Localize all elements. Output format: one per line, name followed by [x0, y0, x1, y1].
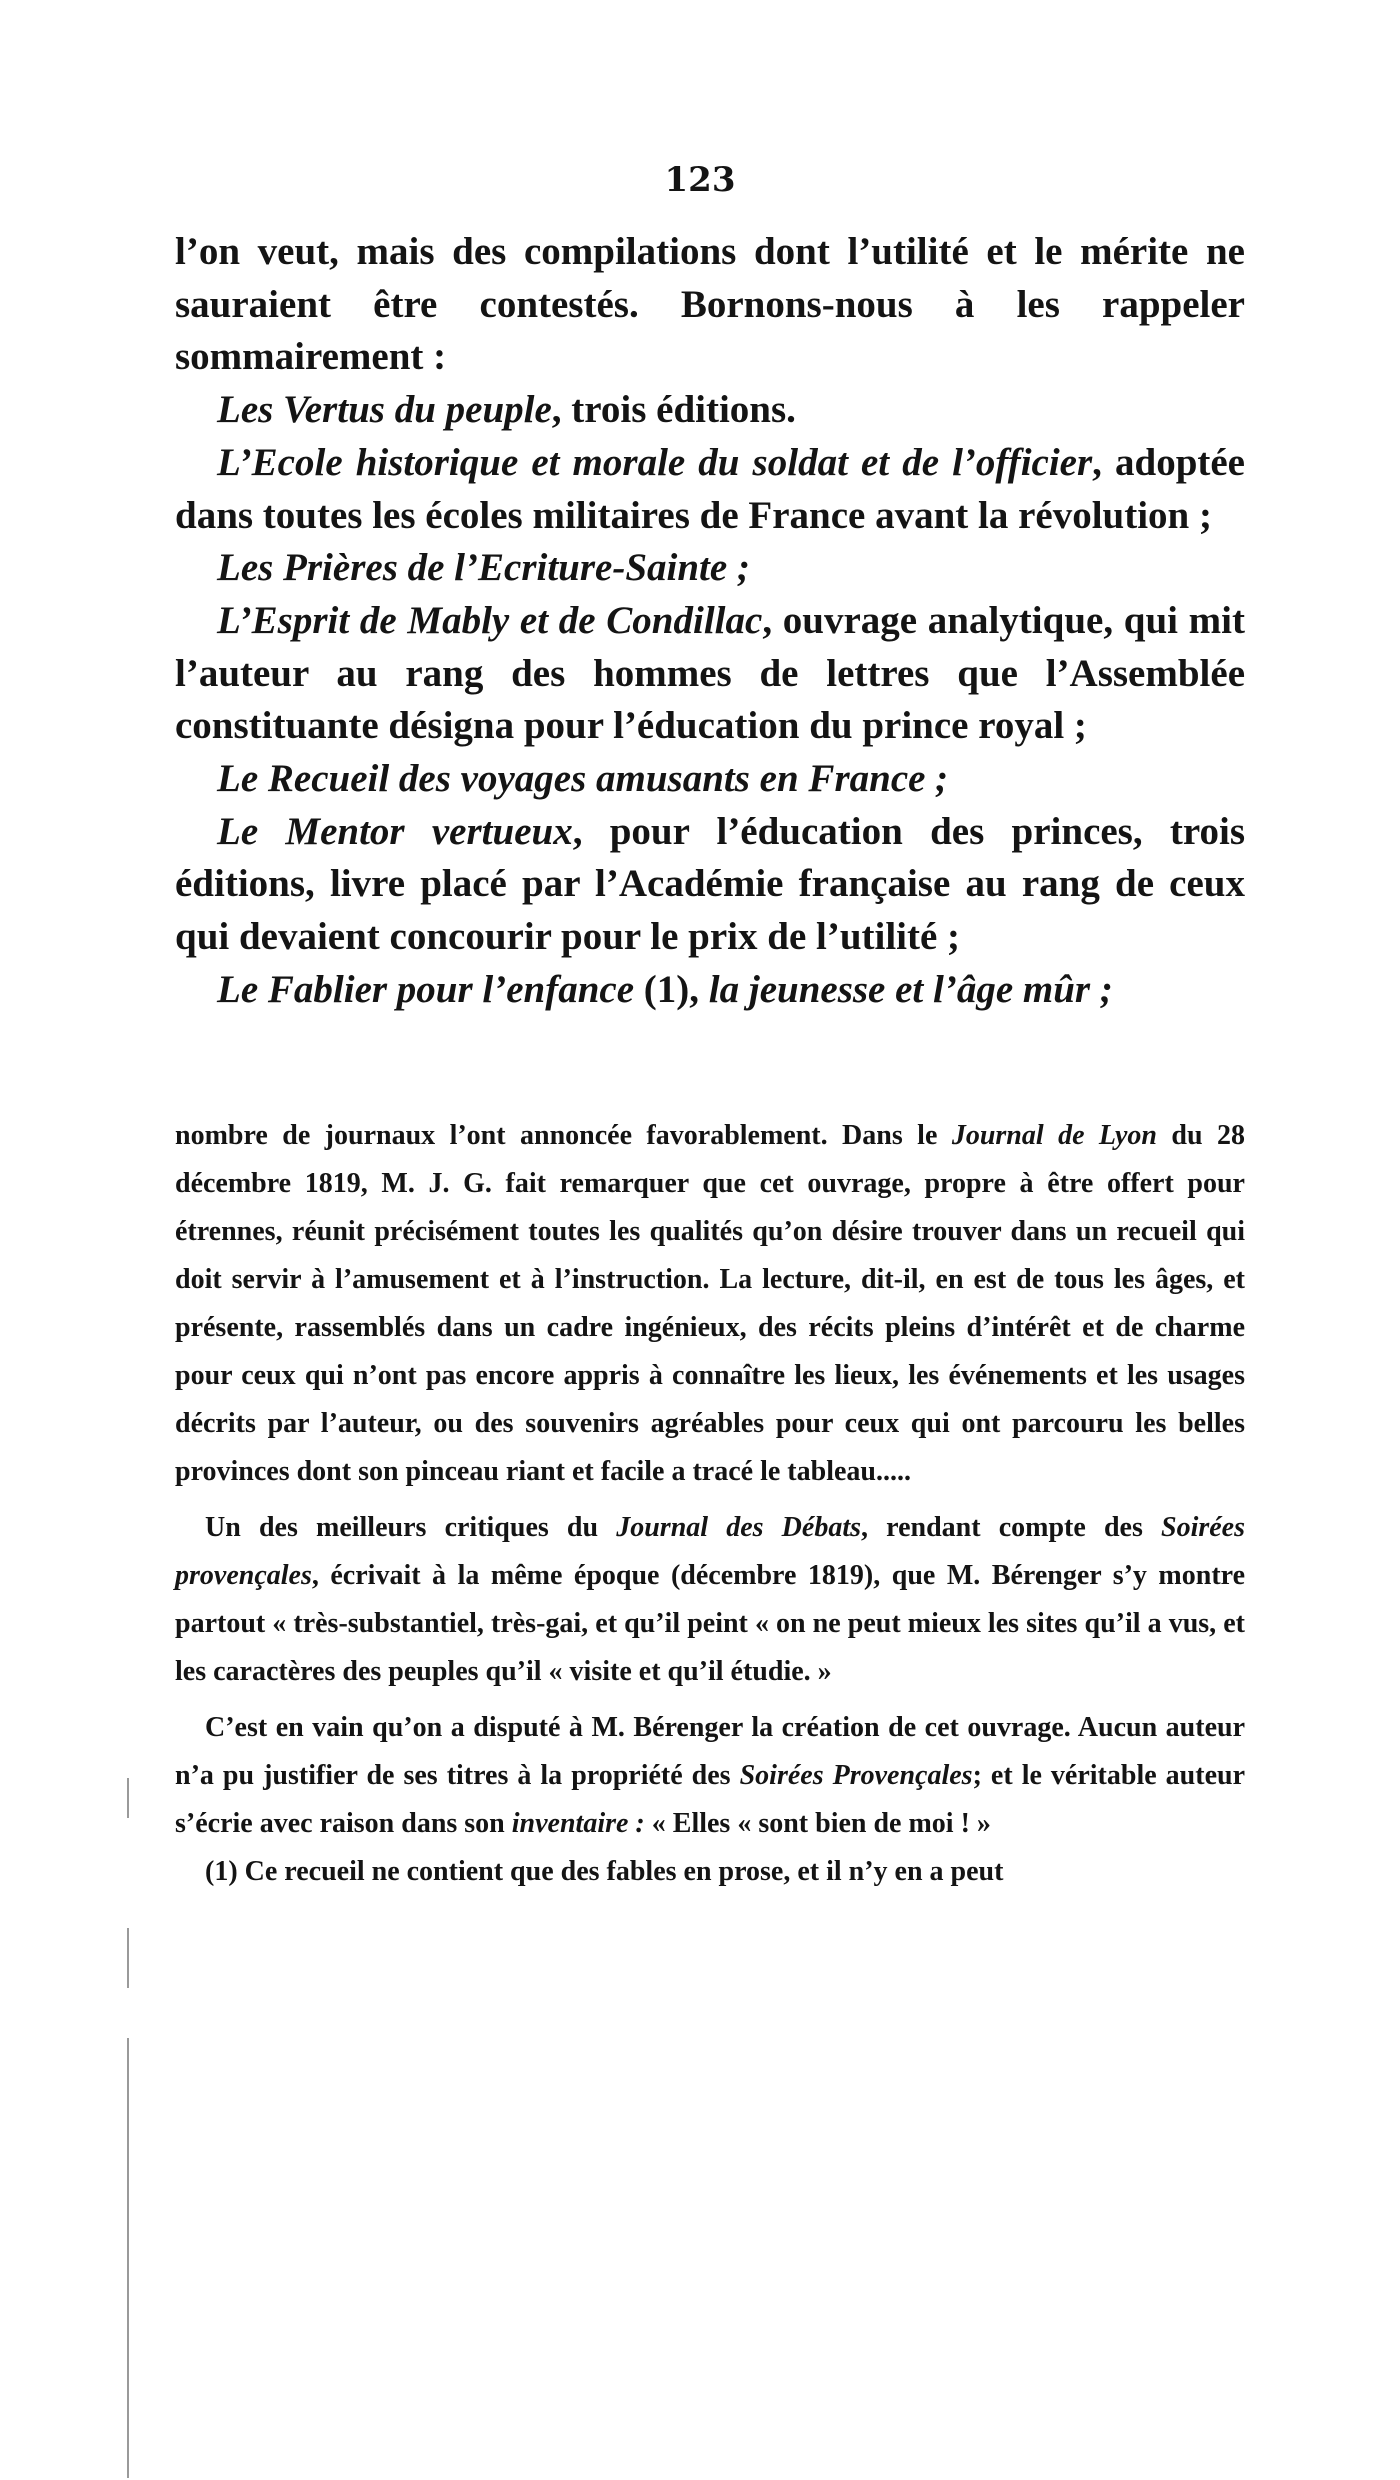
list-item — [175, 542, 1245, 595]
list-item — [175, 753, 1245, 806]
text-span: ; et le véritable auteur s’écrie avec raison dans son — [175, 1760, 1245, 1839]
book-description: , pour l’éducation des princes, trois éditions, livre placé par l’Académie française au rang de ceux qui devaient concourir pour le prix de l’utilité ; — [175, 809, 1245, 959]
paragraph-intro: l’on veut, mais des compilations dont l’utilité et le mérite ne sauraient être contestés. Bornons-nous à les rappeler sommairement : — [175, 230, 1245, 379]
main-text — [175, 226, 1245, 1017]
book-title: Le Fablier pour l’enfance — [217, 967, 635, 1011]
note-paragraph-1 — [175, 1112, 1245, 1496]
book-title: Le Recueil des voyages amusants en France ; — [217, 757, 949, 801]
margin-marks — [127, 1778, 129, 2478]
footnote-reference: (1), — [634, 967, 709, 1011]
list-item — [175, 964, 1245, 1017]
page-number: 123 — [664, 160, 736, 200]
text-span: « Elles « sont bien de moi ! » — [644, 1808, 991, 1839]
margin-mark — [127, 2038, 129, 2478]
book-title: Le Mentor vertueux — [217, 809, 573, 853]
work-title: Soirées provençales — [175, 1512, 1245, 1591]
book-description: , adoptée dans toutes les écoles militaires de France avant la révolution ; — [175, 440, 1245, 537]
book-description: , trois éditions. — [551, 388, 796, 432]
footnote: (1) Ce recueil ne contient que des fables en prose, et il n’y en a peut — [205, 1856, 1004, 1887]
text-span: , écrivait à la même époque (décembre 1819), que M. Bérenger s’y montre partout « très-substantiel, très-gai, et qu’il peint « on ne peut mieux les sites qu’il a vus, et les caractères des peuples qu’il « visite et qu’il étudie. » — [175, 1560, 1245, 1687]
book-title: L’Esprit de Mably et de Condillac — [217, 598, 763, 642]
note-paragraph-3 — [175, 1704, 1245, 1848]
margin-mark — [127, 1928, 129, 1988]
journal-title: Journal de Lyon — [951, 1120, 1157, 1151]
note-paragraph-2 — [175, 1504, 1245, 1696]
list-item — [175, 595, 1245, 753]
text-span: nombre de journaux l’ont annoncée favorablement. Dans le — [175, 1120, 952, 1151]
margin-mark — [127, 1778, 129, 1818]
inventory-word: inventaire : — [511, 1808, 645, 1839]
text-span: , rendant compte des — [861, 1512, 1161, 1543]
list-item — [175, 806, 1245, 964]
book-title-continued: la jeunesse et l’âge mûr ; — [708, 967, 1113, 1011]
work-title: Soirées Provençales — [739, 1760, 973, 1791]
list-item — [175, 384, 1245, 437]
text-span: C’est en vain qu’on a disputé à M. Bérenger la création de cet ouvrage. Aucun auteur n’a pu justifier de ses titres à la propriété des — [175, 1712, 1245, 1791]
text-span: Un des meilleurs critiques du — [205, 1512, 617, 1543]
journal-title: Journal des Débats — [616, 1512, 862, 1543]
book-title: L’Ecole historique et morale du soldat et de l’officier — [217, 440, 1093, 484]
list-item — [175, 437, 1245, 542]
book-title: Les Prières de l’Ecriture-Sainte ; — [217, 546, 750, 590]
book-title: Les Vertus du peuple — [217, 388, 552, 432]
text-span: du 28 décembre 1819, M. J. G. fait remarquer que cet ouvrage, propre à être offert pour étrennes, réunit précisément toutes les qualités qu’on désire trouver dans un recueil qui doit servir à l’amusement et à l’instruction. La lecture, dit-il, en est de tous les âges, et présente, rassemblés dans un cadre ingénieux, des récits pleins d’intérêt et de charme pour ceux qui n’ont pas encore appris à connaître les lieux, les événements et les usages décrits par l’auteur, ou des souvenirs agréables pour ceux qui ont parcouru les belles provinces dont son pinceau riant et facile a tracé le tableau..... — [175, 1120, 1245, 1487]
book-description: , ouvrage analytique, qui mit l’auteur au rang des hommes de lettres que l’Assemblée constituante désigna pour l’éducation du prince royal ; — [175, 598, 1245, 748]
note-text — [175, 1112, 1245, 1896]
